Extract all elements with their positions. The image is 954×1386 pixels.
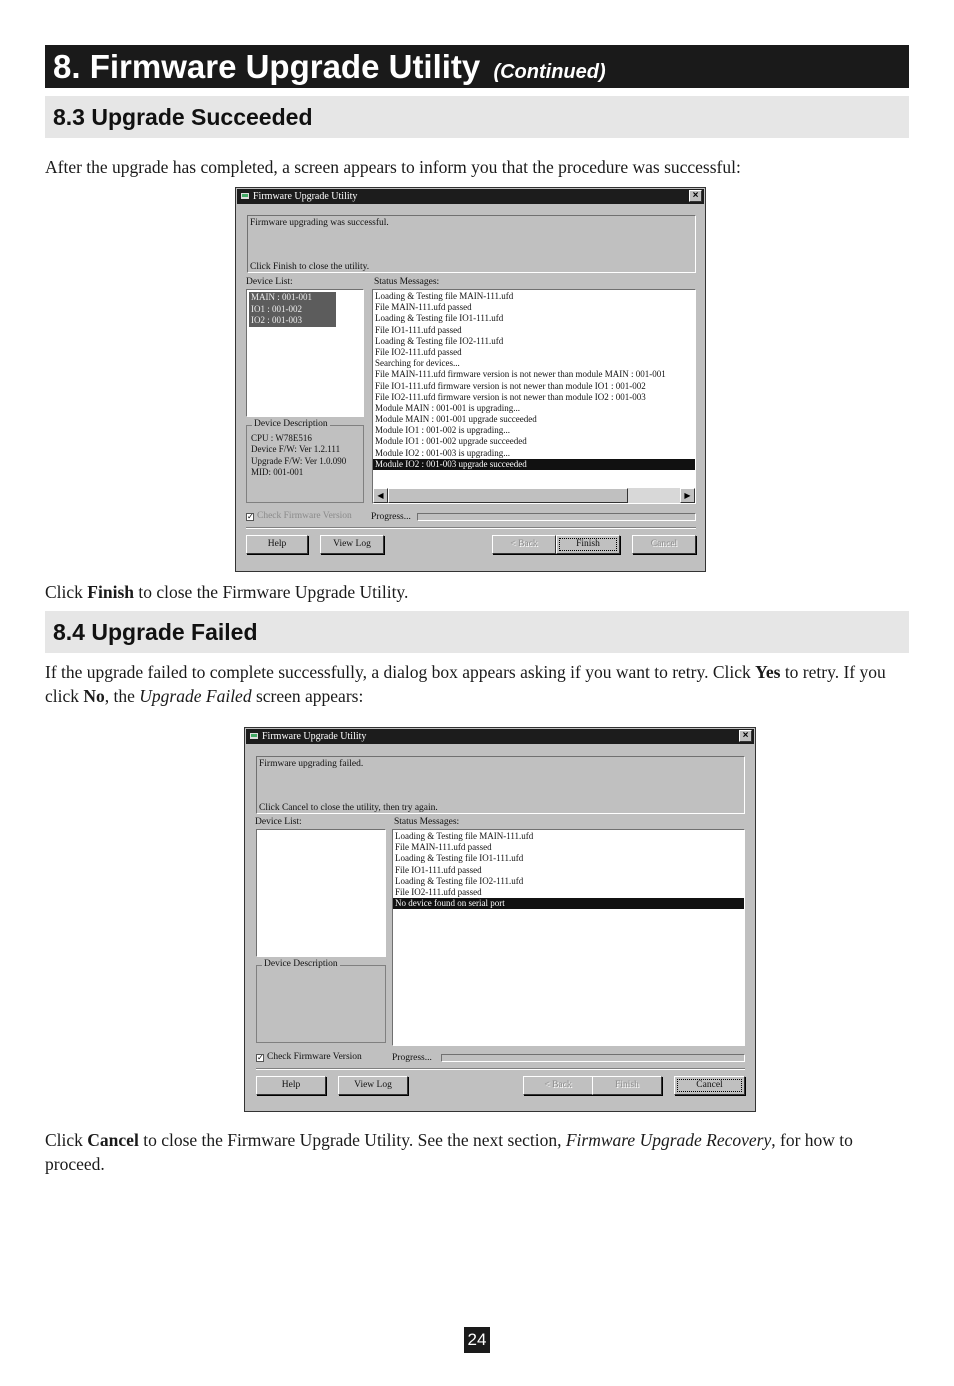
device-list[interactable] (246, 289, 364, 417)
after-text-b: to close the Firmware Upgrade Utility. (134, 582, 409, 602)
p1-c: , the (104, 686, 140, 706)
progress-bar (417, 513, 696, 521)
device-list[interactable] (256, 829, 386, 957)
p2-a: Click (45, 1130, 88, 1150)
description-line: MID: 001-001 (251, 466, 304, 477)
device-item[interactable]: MAIN : 001-001 (249, 292, 336, 304)
after-text-a: Click (45, 582, 88, 602)
p1-yes: Yes (755, 662, 781, 682)
p1-a: If the upgrade failed to complete successfully, a dialog box appears asking if you want to retry. Click (45, 662, 756, 682)
success-dialog-titlebar (237, 189, 704, 204)
back-button[interactable]: < Back (492, 535, 556, 554)
status-message-line[interactable]: Module MAIN : 001-001 is upgrading... (375, 402, 520, 413)
section-8-3-intro: After the upgrade has completed, a screen appears to inform you that the procedure was successful: (45, 157, 741, 177)
app-icon (240, 191, 250, 201)
page-title-continued: (Continued) (493, 61, 606, 83)
status-message-line[interactable]: Loading & Testing file IO2-111.ufd (395, 875, 524, 886)
p1-d: screen appears: (251, 686, 364, 706)
failed-dialog (244, 727, 756, 1112)
status-messages-label: Status Messages: (374, 277, 440, 287)
status-messages-list[interactable] (372, 289, 696, 504)
status-messages-label: Status Messages: (394, 817, 460, 827)
status-message-line[interactable]: No device found on serial port (393, 898, 744, 909)
status-message-line[interactable]: Loading & Testing file MAIN-111.ufd (395, 831, 534, 841)
scroll-right-icon[interactable]: ▶ (680, 488, 695, 503)
device-item[interactable]: IO2 : 001-003 (249, 315, 336, 327)
status-message-line[interactable]: File IO2-111.ufd firmware version is not newer than module IO2 : 001-003 (375, 391, 646, 402)
check-firmware-version-checkbox[interactable] (256, 1052, 362, 1062)
divider (256, 1068, 745, 1070)
p2-c: , for how to proceed. (45, 1130, 853, 1174)
check-firmware-version-label: Check Firmware Version (257, 511, 352, 521)
app-icon (249, 731, 259, 741)
status-message-line[interactable]: Module IO1 : 001-002 upgrade succeeded (375, 436, 527, 447)
view-log-button[interactable]: View Log (338, 1076, 408, 1095)
description-line: Device F/W: Ver 1.2.111 (251, 444, 341, 455)
page-title (45, 45, 909, 88)
p1-italic: Upgrade Failed (139, 686, 252, 706)
device-list-label: Device List: (255, 817, 302, 827)
progress-label: Progress... (371, 512, 411, 522)
failed-dialog-titlebar (246, 729, 754, 744)
scroll-thumb[interactable] (388, 488, 628, 503)
status-message-line[interactable]: File MAIN-111.ufd passed (395, 842, 492, 853)
status-message-line[interactable]: File IO2-111.ufd passed (375, 346, 462, 357)
status-message-line[interactable]: File MAIN-111.ufd firmware version is not newer than module MAIN : 001-001 (375, 369, 666, 380)
p1-b: to retry. If you click (45, 662, 886, 706)
checkbox-icon: ✓ (247, 512, 254, 521)
status-message-line[interactable]: Module MAIN : 001-001 upgrade succeeded (375, 414, 537, 425)
status-message-line[interactable]: File IO2-111.ufd passed (395, 886, 482, 897)
cancel-button[interactable]: Cancel (674, 1076, 745, 1095)
divider (246, 527, 696, 529)
progress-bar (441, 1054, 745, 1062)
help-button[interactable]: Help (256, 1076, 326, 1095)
message-box (247, 215, 696, 273)
success-dialog-title: Firmware Upgrade Utility (253, 191, 358, 202)
status-message-line[interactable]: Module IO2 : 001-003 upgrade succeeded (373, 459, 695, 470)
check-firmware-version-checkbox[interactable] (246, 511, 352, 521)
section-heading-8-4: 8.4 Upgrade Failed (45, 611, 909, 653)
section-8-4-after (45, 1128, 909, 1176)
scroll-left-icon[interactable]: ◀ (373, 488, 388, 503)
device-description-group (256, 959, 386, 1043)
status-message-line[interactable]: Searching for devices... (375, 358, 460, 369)
help-button[interactable]: Help (246, 535, 308, 554)
page-number: 24 (464, 1327, 490, 1353)
status-message-line[interactable]: Module IO2 : 001-003 is upgrading... (375, 447, 510, 458)
description-line: Upgrade F/W: Ver 1.0.090 (251, 455, 347, 466)
device-description-label: Device Description (264, 959, 338, 969)
section-heading-8-3: 8.3 Upgrade Succeeded (45, 96, 909, 138)
view-log-button[interactable]: View Log (320, 535, 384, 554)
device-description-label: Device Description (254, 419, 328, 429)
description-line: CPU : W78E516 (251, 433, 312, 443)
device-item[interactable]: IO1 : 001-002 (249, 304, 336, 316)
message-line-1: Firmware upgrading was successful. (250, 218, 389, 228)
message-box (256, 756, 745, 814)
progress-label: Progress... (392, 1053, 432, 1063)
status-message-line[interactable]: Loading & Testing file MAIN-111.ufd (375, 291, 514, 301)
message-line-1: Firmware upgrading failed. (259, 759, 364, 769)
status-messages-list[interactable] (392, 829, 745, 1046)
message-line-2: Click Cancel to close the utility, then try again. (259, 803, 438, 813)
p1-no: No (83, 686, 105, 706)
status-message-line[interactable]: Loading & Testing file IO1-111.ufd (395, 853, 524, 864)
status-message-line[interactable]: File IO1-111.ufd passed (395, 864, 482, 875)
check-firmware-version-label: Check Firmware Version (267, 1052, 362, 1062)
section-8-3-after (45, 580, 909, 604)
back-button[interactable]: < Back (523, 1076, 593, 1095)
status-message-line[interactable]: Loading & Testing file IO1-111.ufd (375, 313, 504, 324)
close-icon[interactable]: × (689, 190, 702, 202)
status-message-line[interactable]: File IO1-111.ufd firmware version is not newer than module IO1 : 001-002 (375, 380, 646, 391)
p2-cancel: Cancel (87, 1130, 139, 1150)
section-8-4-intro (45, 660, 909, 708)
cancel-button[interactable]: Cancel (632, 535, 696, 554)
status-message-line[interactable]: Loading & Testing file IO2-111.ufd (375, 335, 504, 346)
device-description-group (246, 419, 364, 503)
status-message-line[interactable]: Module IO1 : 001-002 is upgrading... (375, 425, 510, 436)
success-dialog (235, 187, 706, 572)
close-icon[interactable]: × (739, 730, 752, 742)
status-message-line[interactable]: File IO1-111.ufd passed (375, 324, 462, 335)
device-list-label: Device List: (246, 277, 293, 287)
p2-italic: Firmware Upgrade Recovery (565, 1130, 772, 1150)
horizontal-scrollbar[interactable] (373, 488, 695, 503)
after-text-finish: Finish (87, 582, 134, 602)
status-message-line[interactable]: File MAIN-111.ufd passed (375, 302, 472, 313)
finish-button[interactable]: Finish (556, 535, 620, 554)
checkbox-icon: ✓ (257, 1053, 264, 1062)
p2-b: to close the Firmware Upgrade Utility. See the next section, (138, 1130, 566, 1150)
page-title-text: 8. Firmware Upgrade Utility (53, 48, 481, 85)
message-line-2: Click Finish to close the utility. (250, 262, 370, 272)
failed-dialog-title: Firmware Upgrade Utility (262, 731, 367, 742)
finish-button[interactable]: Finish (592, 1076, 662, 1095)
